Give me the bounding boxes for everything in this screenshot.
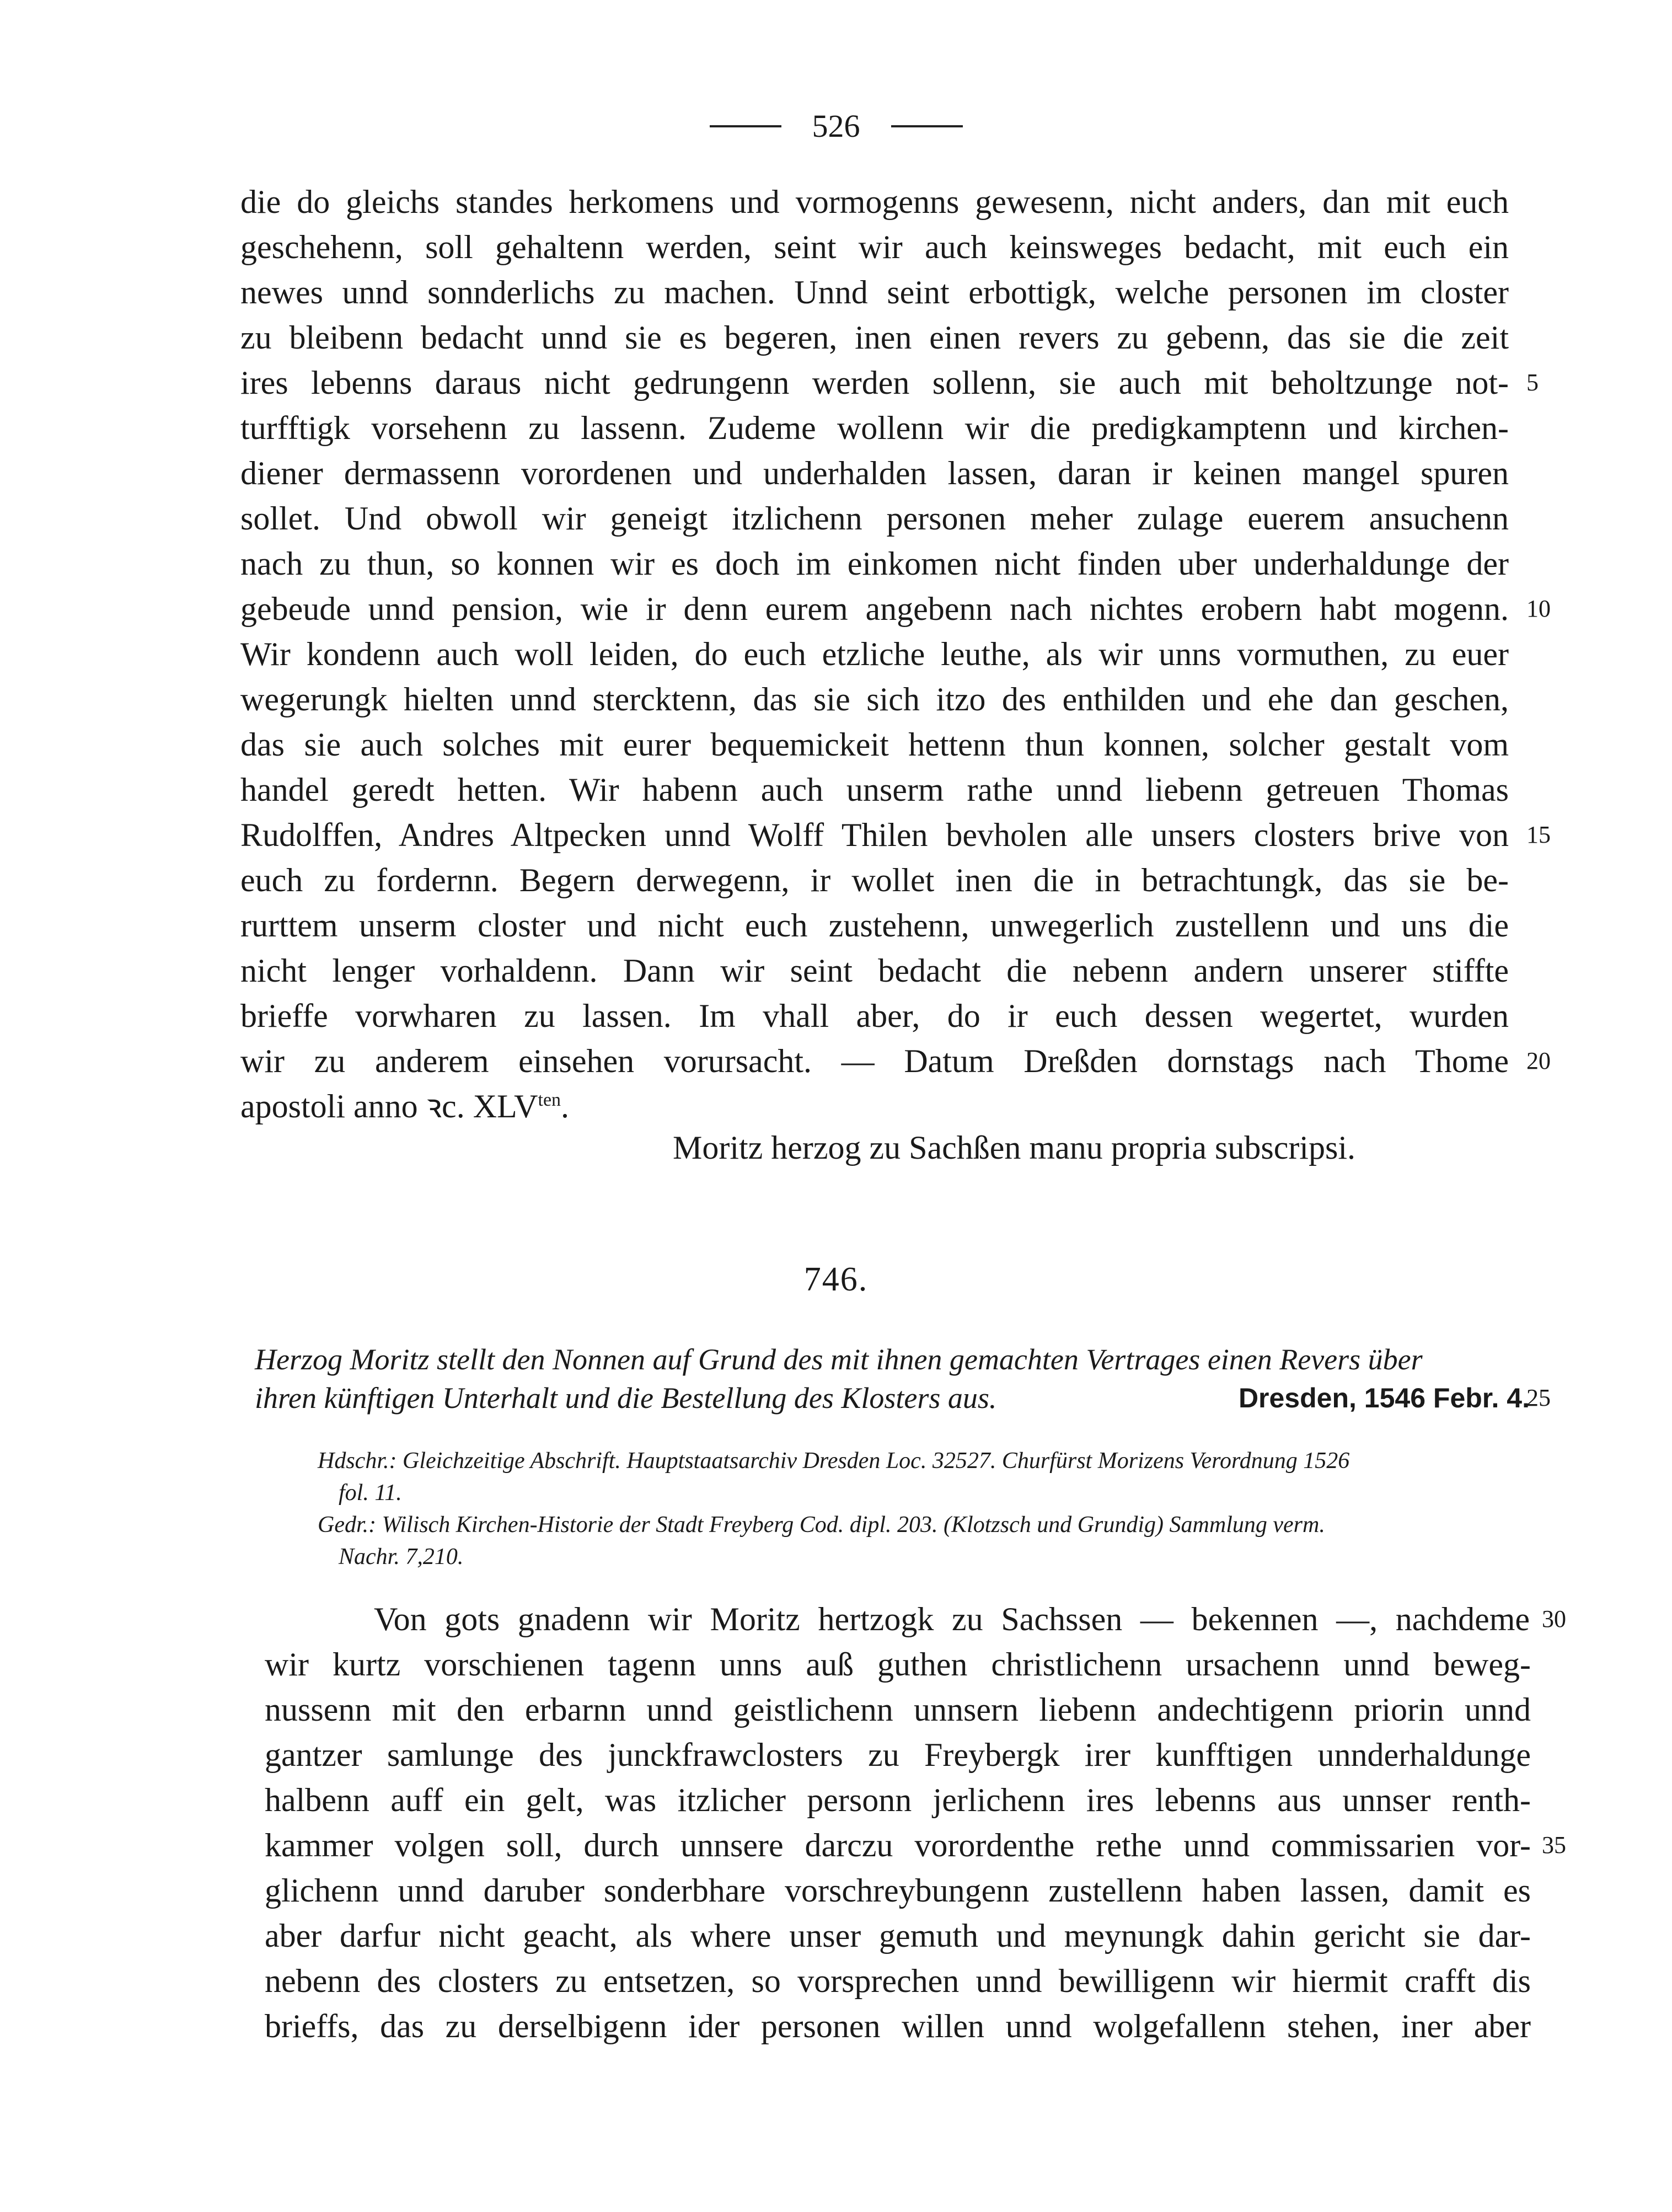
text-line: euch zu fordernn. Begern derwegenn, ir wollet inen die in betrachtungk, das sie be-	[240, 862, 1509, 898]
header-rule-right	[891, 125, 963, 127]
edition-note: Nachr. 7,210.	[339, 1544, 464, 1570]
page-header	[0, 108, 1672, 144]
source-note: fol. 11.	[339, 1480, 402, 1506]
text-line: gantzer samlunge des junckfrawclosters zu Freybergk irer kunfftigen unnderhaldunge	[265, 1737, 1531, 1773]
page-number: 526	[812, 108, 860, 144]
text-line: wir kurtz vorschienen tagenn unns auß guthen christlichenn ursachenn unnd beweg-	[265, 1646, 1531, 1683]
text-line: nebenn des closters zu entsetzen, so vorsprechen unnd bewilligenn wir hiermit crafft dis	[265, 1963, 1531, 1999]
text-line: newes unnd sonnderlichs zu machen. Unnd seint erbottigk, welche personen im closter	[240, 274, 1509, 310]
regest-date: Dresden, 1546 Febr. 4.	[1238, 1383, 1530, 1413]
text-line: halbenn auff ein gelt, was itzlicher personn jerlichenn ires lebenns aus unnser renth-	[265, 1782, 1531, 1818]
text-line: turfftigk vorsehenn zu lassenn. Zudeme wollenn wir die predigkamptenn und kirchen-	[240, 410, 1509, 446]
text-line: gebeude unnd pension, wie ir denn eurem angebenn nach nichtes erobern habt mogenn.	[240, 591, 1509, 627]
text-line: geschehenn, soll gehaltenn werden, seint wir auch keinsweges bedacht, mit euch ein	[240, 229, 1509, 265]
superscript: ten	[538, 1090, 561, 1110]
text-line: handel geredt hetten. Wir habenn auch unserm rathe unnd liebenn getreuen Thomas	[240, 772, 1509, 808]
text-line: kammer volgen soll, durch unnsere darczu vorordenthe rethe unnd commissarien vor-	[265, 1827, 1531, 1863]
text-line: nussenn mit den erbarnn unnd geistlichenn unnsern liebenn andechtigenn priorin unnd	[265, 1691, 1531, 1728]
text-line: zu bleibenn bedacht unnd sie es begeren, inen einen revers zu gebenn, das sie die zeit	[240, 319, 1509, 356]
text-line: wegerungk hielten unnd stercktenn, das sie sich itzo des enthilden und ehe dan geschen,	[240, 681, 1509, 717]
line-number: 5	[1526, 369, 1539, 396]
line-number: 20	[1526, 1047, 1551, 1074]
line-number: 30	[1542, 1605, 1566, 1632]
text-line: rurttem unserm closter und nicht euch zustehenn, unwegerlich zustellenn und uns die	[240, 907, 1509, 944]
text-line-last-body: apostoli anno ꝛc. XLV	[240, 1088, 538, 1124]
text-line: glichenn unnd daruber sonderbhare vorschreybungenn zustellenn haben lassen, damit es	[265, 1872, 1531, 1909]
text-line: nach zu thun, so konnen wir es doch im einkomen nicht finden uber underhaldunge der	[240, 545, 1509, 582]
text-line: brieffs, das zu derselbigenn ider personen willen unnd wolgefallenn stehen, iner aber	[265, 2008, 1531, 2044]
text-line: das sie auch solches mit eurer bequemickeit hettenn thun konnen, solcher gestalt vom	[240, 726, 1509, 763]
text-line: Wir kondenn auch woll leiden, do euch etzliche leuthe, als wir unns vormuthen, zu euer	[240, 636, 1509, 672]
regest-line: Herzog Moritz stellt den Nonnen auf Grund des mit ihnen gemachten Vertrages einen Revers über	[255, 1343, 1423, 1376]
text-line: diener dermassenn vorordenen und underhalden lassen, daran ir keinen mangel spuren	[240, 455, 1509, 491]
text-line-last: apostoli anno ꝛc. $XLV^{ten}$.	[240, 1088, 570, 1124]
line-number: 15	[1526, 821, 1551, 848]
text-line: die do gleichs standes herkomens und vormogenns gewesenn, nicht anders, dan mit euch	[240, 184, 1509, 220]
document-number: 746.	[803, 1261, 869, 1298]
signature-line: Moritz herzog zu Sachßen manu propria subscripsi.	[673, 1129, 1355, 1166]
header-rule-left	[710, 125, 781, 127]
text-line: sollet. Und obwoll wir geneigt itzlichenn personen meher zulage euerem ansuchenn	[240, 500, 1509, 537]
line-number: 25	[1526, 1384, 1551, 1411]
text-line: ires lebenns daraus nicht gedrungenn werden sollenn, sie auch mit beholtzunge not-	[240, 365, 1509, 401]
text-line: Rudolffen, Andres Altpecken unnd Wolff Thilen bevholen alle unsers closters brive von	[240, 817, 1509, 853]
regest-line-with-date	[255, 1379, 1530, 1417]
source-note: Hdschr.: Gleichzeitige Abschrift. Hauptstaatsarchiv Dresden Loc. 32527. Churfürst Morizens Verordnung 1526	[318, 1448, 1350, 1474]
text-line: wir zu anderem einsehen vorursacht. — Datum Dreßden dornstags nach Thome	[240, 1043, 1509, 1079]
text-line: aber darfur nicht geacht, als where unser gemuth und meynungk dahin gericht sie dar-	[265, 1918, 1531, 1954]
line-number: 35	[1542, 1831, 1566, 1858]
text-line: Von gots gnadenn wir Moritz hertzogk zu Sachssen — bekennen —, nachdeme	[374, 1601, 1530, 1637]
text-line: brieffe vorwharen zu lassen. Im vhall aber, do ir euch dessen wegertet, wurden	[240, 998, 1509, 1034]
regest-text: ihren künftigen Unterhalt und die Bestellung des Klosters aus.	[255, 1381, 997, 1415]
text-line: nicht lenger vorhaldenn. Dann wir seint bedacht die nebenn andern unserer stiffte	[240, 952, 1509, 989]
edition-note: Gedr.: Wilisch Kirchen-Historie der Stadt Freyberg Cod. dipl. 203. (Klotzsch und Grundig) Sammlung verm.	[318, 1512, 1325, 1538]
line-number: 10	[1526, 595, 1551, 622]
